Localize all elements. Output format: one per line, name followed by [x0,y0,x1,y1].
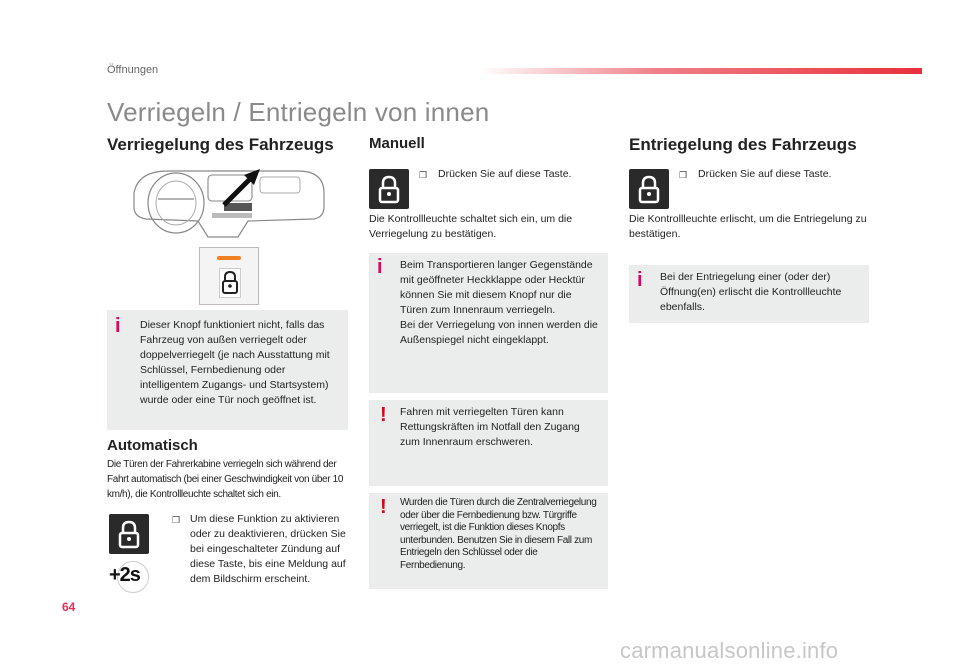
padlock-icon [369,169,409,209]
header-accent-bar [480,68,922,74]
bullet-icon: ❒ [419,170,428,180]
heading-automatic: Automatisch [107,437,198,454]
unlocking-step-text: Drücken Sie auf diese Taste. [698,168,832,180]
manual-step-text: Drücken Sie auf diese Taste. [438,168,572,180]
info-box-unlocking [629,265,869,323]
automatic-text: Die Türen der Fahrerkabine verriegeln sich während der Fahrt automatisch (bei einer Geschwindigkeit von über 10 km/h), die Kontrollleuchte schaltet sich ein. [107,459,344,500]
watermark: carmanualsonline.info [620,638,839,663]
dashboard-illustration [128,163,328,243]
info-box-locking [107,310,348,430]
warning-icon: ! [380,496,387,518]
bullet-icon: ❒ [679,170,688,180]
bullet-icon: ❒ [172,515,181,525]
info-text-manual: Beim Transportieren langer Gegenstände mit geöffneter Heckklappe oder Hecktür können Sie mit diesem Knopf nur die Türen zum Innenraum verriegeln. Bei der Verriegelung von innen werden die Außenspiegel nicht eingeklappt. [400,259,598,346]
warning-icon: ! [380,404,387,426]
heading-unlocking: Entriegelung des Fahrzeugs [629,135,857,154]
info-icon: i [115,315,121,337]
info-box-manual [369,253,608,393]
padlock-icon [220,269,240,297]
automatic-step-text: Um diese Funktion zu aktivieren oder zu deaktivieren, drücken Sie bei eingeschalteter Zündung auf diese Taste, bis eine Meldung auf dem Bildschirm erscheint. [190,513,346,585]
info-text-unlocking: Bei der Entriegelung einer (oder der) Öffnung(en) erlischt die Kontrollleuchte ebenfalls. [660,271,842,313]
warning-box-central-locking [369,493,608,589]
padlock-icon [109,514,149,554]
lock-button [109,514,149,554]
press-duration-badge [109,561,149,591]
lock-button [369,169,409,209]
section-label: Öffnungen [107,64,159,76]
info-icon: i [637,269,643,291]
unlock-button [629,169,669,209]
indicator-light-icon [217,256,241,260]
manual-result-text: Die Kontrollleuchte schaltet sich ein, um die Verriegelung zu bestätigen. [369,213,573,240]
info-icon: i [377,256,383,278]
padlock-icon [629,169,669,209]
warning-text-central-locking: Wurden die Türen durch die Zentralverriegelung oder über die Fernbedienung bzw. Türgriffe verriegelt, ist die Funktion dieses Knopfs unterbunden. Benutzen Sie in diesem Fall zum Entriegeln den Schlüssel oder die Fernbedienung. [400,497,597,571]
unlocking-result-text: Die Kontrollleuchte erlischt, um die Entriegelung zu bestätigen. [629,213,867,240]
press-duration-label: +2s [109,564,140,586]
heading-manual: Manuell [369,135,425,152]
page-number: 64 [62,600,76,614]
page-title: Verriegeln / Entriegeln von innen [107,97,490,127]
warning-box-rescue [369,400,608,486]
info-text-locking: Dieser Knopf funktioniert nicht, falls das Fahrzeug von außen verriegelt oder doppelverriegelt (je nach Ausstattung mit Schlüssel, Fernbedienung oder intelligentem Zugangs- und Startsystem) wurde oder eine Tür noch geöffnet ist. [140,319,330,406]
heading-locking: Verriegelung des Fahrzeugs [107,135,334,154]
warning-text-rescue: Fahren mit verriegelten Türen kann Rettungskräften im Notfall den Zugang zum Innenraum erschweren. [400,406,580,448]
lock-button-closeup [199,247,259,305]
